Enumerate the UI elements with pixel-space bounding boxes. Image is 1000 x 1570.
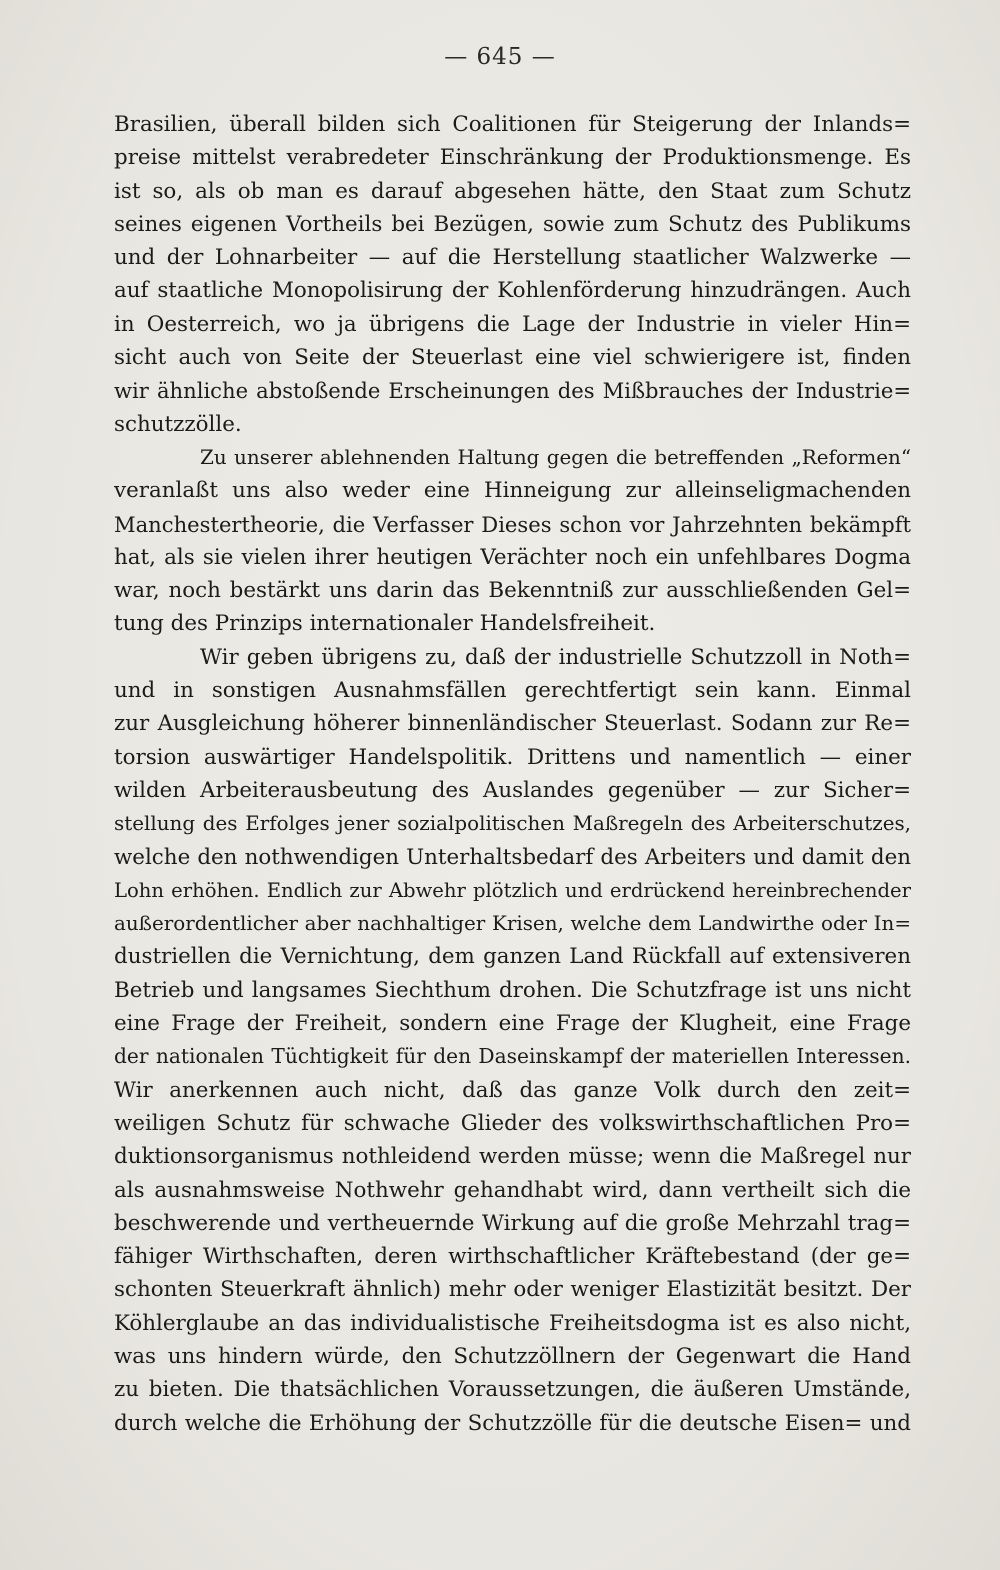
text-line: Manchestertheorie, die Verfasser Dieses schon vor Jahrzehnten bekämpft [114, 511, 911, 537]
page-number: — 645 — [444, 44, 556, 70]
text-line: der nationalen Tüchtigkeit für den Daseinskampf der materiellen Interessen. [114, 1044, 911, 1069]
body-text [114, 108, 911, 1440]
text-line: wilden Arbeiterausbeutung des Auslandes gegenüber — zur Sicher= [114, 777, 911, 803]
text-line: und in sonstigen Ausnahmsfällen gerechtfertigt sein kann. Einmal [114, 678, 911, 704]
text-line: torsion auswärtiger Handelspolitik. Drittens und namentlich — einer [114, 744, 911, 770]
text-line: Brasilien, überall bilden sich Coalitionen für Steigerung der Inlands= [114, 112, 911, 137]
text-line: duktionsorganismus nothleidend werden müsse; wenn die Maßregel nur [114, 1144, 911, 1170]
text-line: auf staatliche Monopolisirung der Kohlenförderung hinzudrängen. Auch [114, 278, 911, 304]
text-line: beschwerende und vertheuernde Wirkung auf die große Mehrzahl trag= [114, 1210, 911, 1236]
text-line: Köhlerglaube an das individualistische Freiheitsdogma ist es also nicht, [114, 1310, 911, 1336]
text-line: in Oesterreich, wo ja übrigens die Lage der Industrie in vieler Hin= [114, 311, 911, 337]
text-line: sicht auch von Seite der Steuerlast eine viel schwierigere ist, finden [114, 345, 911, 371]
text-line: als ausnahmsweise Nothwehr gehandhabt wird, dann vertheilt sich die [114, 1177, 911, 1203]
text-line: war, noch bestärkt uns darin das Bekenntniß zur ausschließenden Gel= [114, 578, 911, 604]
text-line: seines eigenen Vortheils bei Bezügen, sowie zum Schutz des Publikums [114, 211, 911, 237]
text-line: schonten Steuerkraft ähnlich) mehr oder weniger Elastizität besitzt. Der [114, 1277, 911, 1303]
text-line: Betrieb und langsames Siechthum drohen. Die Schutzfrage ist uns nicht [114, 977, 911, 1003]
text-line: was uns hindern würde, den Schutzzöllnern der Gegenwart die Hand [114, 1343, 911, 1369]
text-line: preise mittelst verabredeter Einschränkung der Produktionsmenge. Es [114, 145, 911, 171]
text-line: durch welche die Erhöhung der Schutzzölle für die deutsche Eisen= und [114, 1410, 911, 1436]
text-line: fähiger Wirthschaften, deren wirthschaftlicher Kräftebestand (der ge= [114, 1244, 911, 1270]
text-line: tung des Prinzips internationaler Handelsfreiheit. [114, 611, 656, 637]
text-line: außerordentlicher aber nachhaltiger Krisen, welche dem Landwirthe oder In= [114, 912, 911, 936]
text-line: welche den nothwendigen Unterhaltsbedarf des Arbeiters und damit den [114, 844, 911, 870]
text-line: wir ähnliche abstoßende Erscheinungen des Mißbrauches der Industrie= [114, 378, 911, 404]
text-line: hat, als sie vielen ihrer heutigen Verächter noch ein unfehlbares Dogma [114, 544, 911, 570]
text-line: Wir anerkennen auch nicht, daß das ganze Volk durch den zeit= [114, 1077, 911, 1103]
text-line: Zu unserer ablehnenden Haltung gegen die betreffenden „Reformen“ [200, 445, 911, 469]
text-line: stellung des Erfolges jener sozialpolitischen Maßregeln des Arbeiterschutzes, [114, 812, 911, 836]
text-line: weiligen Schutz für schwache Glieder des volkswirthschaftlichen Pro= [114, 1110, 911, 1136]
text-line: schutzzölle. [114, 411, 242, 437]
text-line: eine Frage der Freiheit, sondern eine Frage der Klugheit, eine Frage [114, 1011, 911, 1037]
text-line: und der Lohnarbeiter — auf die Herstellung staatlicher Walzwerke — [114, 245, 911, 271]
text-line: dustriellen die Vernichtung, dem ganzen Land Rückfall auf extensiveren [114, 944, 911, 970]
text-line: ist so, als ob man es darauf abgesehen hätte, den Staat zum Schutz [114, 178, 911, 204]
text-line: zu bieten. Die thatsächlichen Voraussetzungen, die äußeren Umstände, [114, 1377, 911, 1403]
text-line: Lohn erhöhen. Endlich zur Abwehr plötzlich und erdrückend hereinbrechender [114, 878, 911, 902]
text-line: Wir geben übrigens zu, daß der industrielle Schutzzoll in Noth= [200, 644, 911, 670]
text-line: zur Ausgleichung höherer binnenländischer Steuerlast. Sodann zur Re= [114, 711, 911, 737]
text-line: veranlaßt uns also weder eine Hinneigung zur alleinseligmachenden [114, 478, 911, 504]
